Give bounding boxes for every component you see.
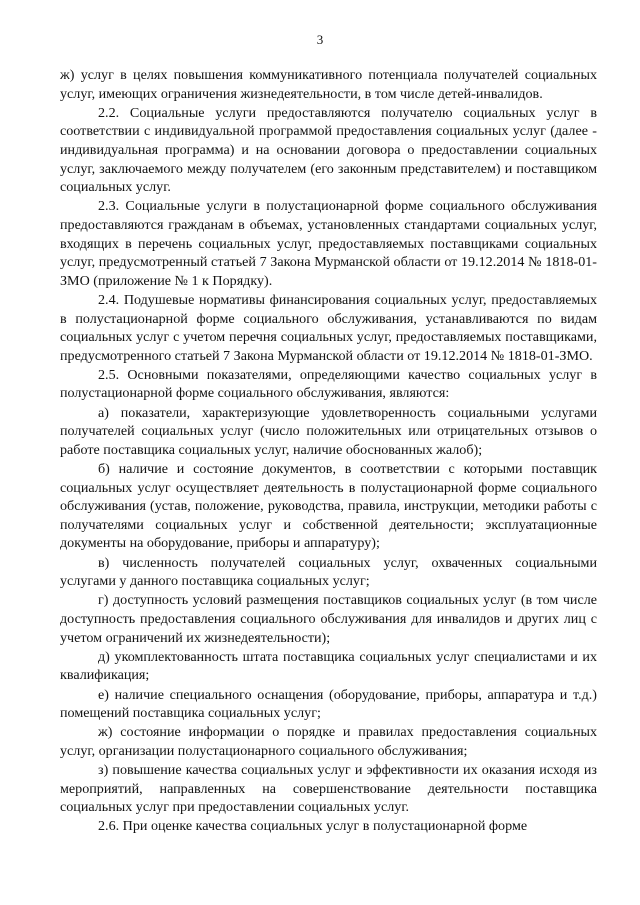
list-item-b: б) наличие и состояние документов, в соответствии с которыми поставщик социальных услуг осуществляет деятельность в полустационарной форме социального обслуживания (устав, положение, руководства, правила, инструкции, методики работы с получателями социальных услуг и собственной деятельности; эксплуатационные документы на оборудование, приборы и аппаратуру); [60,461,597,552]
document-body [60,66,597,836]
list-item-a: а) показатели, характеризующие удовлетворенность социальными услугами получателей социальных услуг (число положительных или отрицательных отзывов о работе поставщика социальных услуг, наличие обоснованных жалоб); [60,404,597,458]
list-item-zh: ж) состояние информации о порядке и правилах предоставления социальных услуг, организации полустационарного социального обслуживания; [60,724,597,759]
list-item-g: г) доступность условий размещения поставщиков социальных услуг (в том числе доступность предоставления социального обслуживания для инвалидов и других лиц с учетом ограничений их жизнедеятельности); [60,592,597,646]
page-number: 3 [316,32,324,47]
paragraph-2-3: 2.3. Социальные услуги в полустационарной форме социального обслуживания предоставляются гражданам в объемах, установленных стандартами социальных услуг, входящих в перечень социальных услуг, предоставляемых поставщиками социальных услуг, предусмотренный статьей 7 Закона Мурманской области от 19.12.2014 № 1818-01-ЗМО (приложение № 1 к Порядку). [60,198,597,289]
list-item-v: в) численность получателей социальных услуг, охваченных социальными услугами у данного поставщика социальных услуг; [60,554,597,590]
list-item-z: з) повышение качества социальных услуг и эффективности их оказания исходя из мероприятий, направленных на совершенствование деятельности поставщика социальных услуг при предоставлении социальных услуг. [60,762,597,816]
paragraph-2-5: 2.5. Основными показателями, определяющими качество социальных услуг в полустационарной форме социального обслуживания, являются: [60,366,597,402]
list-item-e: е) наличие специального оснащения (оборудование, приборы, аппаратура и т.д.) помещений поставщика социальных услуг; [60,686,597,722]
paragraph-2-6: 2.6. При оценке качества социальных услуг в полустационарной форме [98,818,528,835]
paragraph-2-4: 2.4. Подушевые нормативы финансирования социальных услуг, предоставляемых в полустационарной форме социального обслуживания, устанавливаются по видам социальных услуг с учетом перечня социальных услуг, предоставляемых поставщиками, предусмотренного статьей 7 Закона Мурманской области от 19.12.2014 № 1818-01-ЗМО. [60,291,597,364]
paragraph-item-zh-continued: ж) услуг в целях повышения коммуникативного потенциала получателей социальных услуг, имеющих ограничения жизнедеятельности, в том числе детей-инвалидов. [60,67,597,102]
paragraph-2-2: 2.2. Социальные услуги предоставляются получателю социальных услуг в соответствии с индивидуальной программой предоставления социальных услуг (далее - индивидуальная программа) и на основании договора о предоставлении социальных услуг, заключаемого между получателем (его законным представителем) и поставщиком социальных услуг. [60,104,597,196]
list-item-d: д) укомплектованность штата поставщика социальных услуг специалистами и их квалификация; [60,648,597,684]
